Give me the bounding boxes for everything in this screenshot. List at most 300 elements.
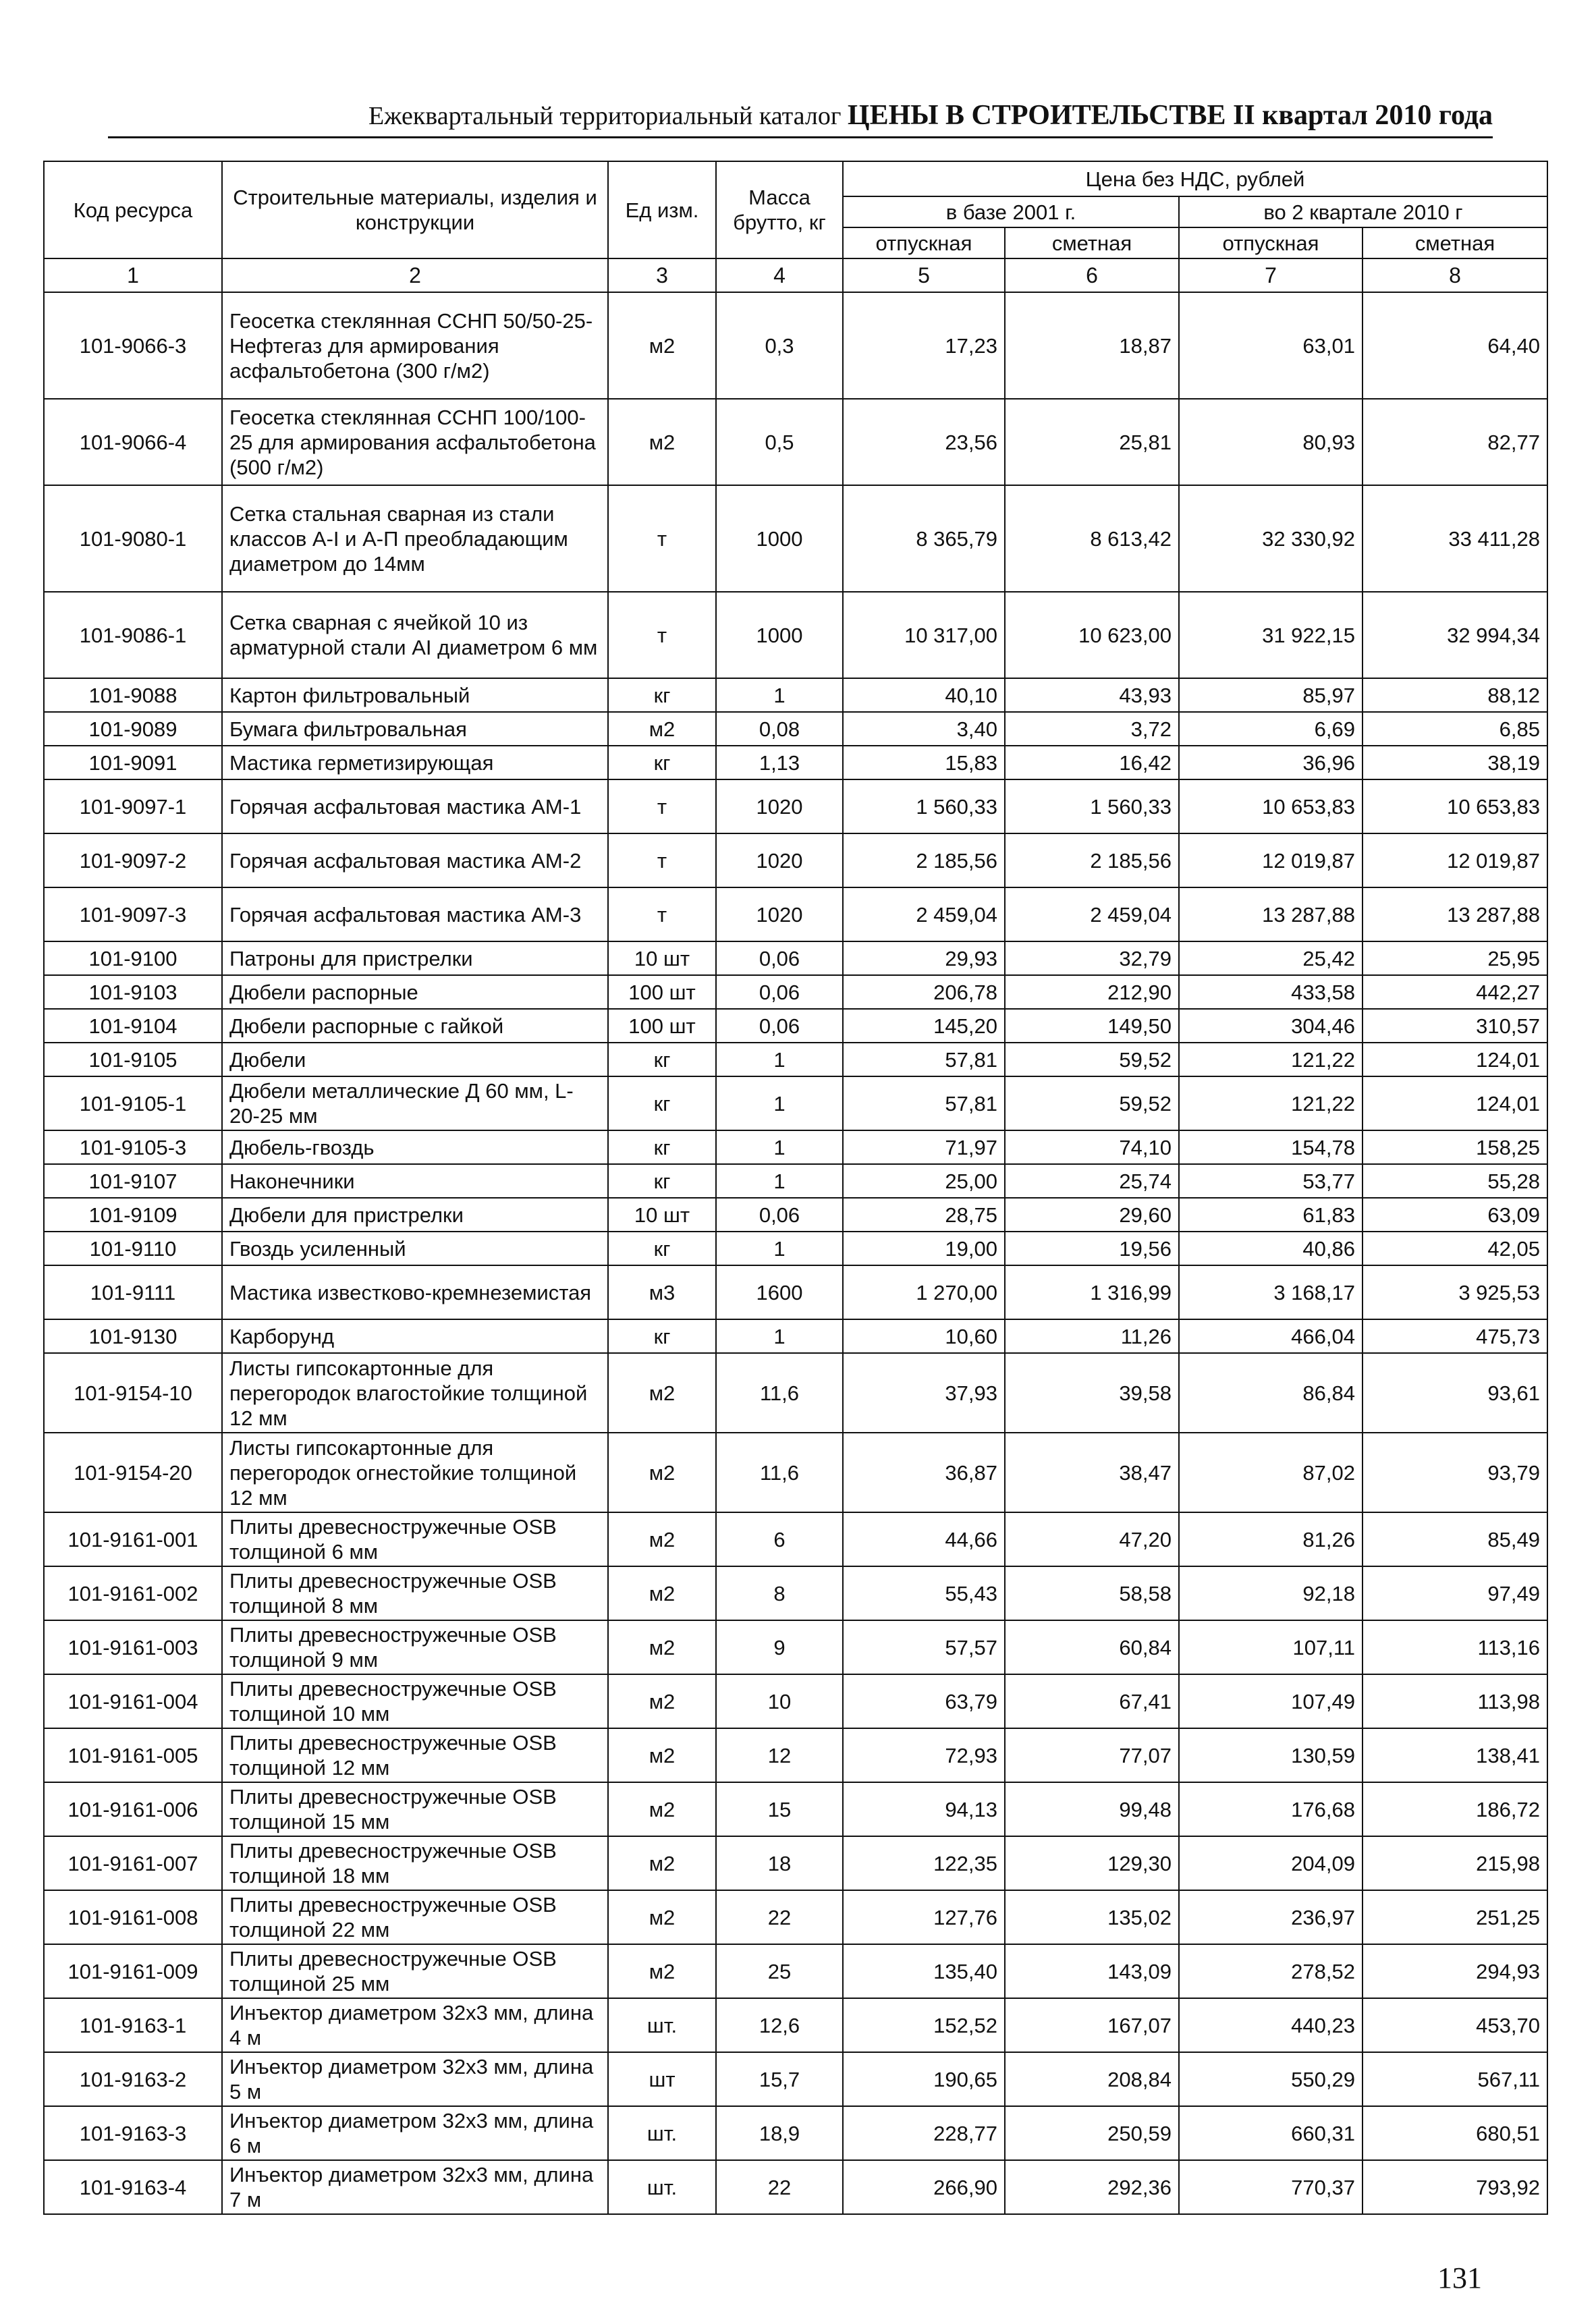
price-estimate-2001: 3,72 [1005,712,1179,746]
resource-code: 101-9161-008 [44,1890,222,1944]
price-release-2001: 135,40 [843,1944,1005,1998]
gross-mass: 22 [716,1890,843,1944]
header-release-2010: отпускная [1179,227,1363,258]
table-row [44,1232,1547,1265]
price-estimate-2001: 11,26 [1005,1319,1179,1353]
material-name: Мастика герметизирующая [222,746,608,779]
price-release-2010: 36,96 [1179,746,1363,779]
unit-of-measure: м3 [608,1265,716,1319]
price-release-2010: 87,02 [1179,1433,1363,1512]
unit-of-measure: т [608,592,716,678]
price-estimate-2001: 74,10 [1005,1130,1179,1164]
price-release-2001: 10,60 [843,1319,1005,1353]
unit-of-measure: м2 [608,292,716,399]
gross-mass: 1 [716,1130,843,1164]
unit-of-measure: м2 [608,399,716,485]
price-release-2001: 152,52 [843,1998,1005,2052]
price-estimate-2010: 310,57 [1363,1009,1547,1043]
price-release-2001: 2 185,56 [843,833,1005,887]
table-row [44,1164,1547,1198]
price-estimate-2001: 149,50 [1005,1009,1179,1043]
price-estimate-2001: 32,79 [1005,941,1179,975]
header-price-group: Цена без НДС, рублей [843,161,1547,196]
price-release-2010: 154,78 [1179,1130,1363,1164]
price-estimate-2001: 212,90 [1005,975,1179,1009]
price-release-2010: 25,42 [1179,941,1363,975]
price-release-2010: 80,93 [1179,399,1363,485]
resource-code: 101-9097-2 [44,833,222,887]
resource-code: 101-9154-20 [44,1433,222,1512]
price-release-2010: 10 653,83 [1179,779,1363,833]
price-estimate-2001: 25,74 [1005,1164,1179,1198]
table-row [44,779,1547,833]
price-estimate-2010: 42,05 [1363,1232,1547,1265]
material-name: Мастика известково-кремнеземистая [222,1265,608,1319]
price-release-2010: 278,52 [1179,1944,1363,1998]
header-q2-2010: во 2 квартале 2010 г [1179,196,1547,227]
price-estimate-2001: 25,81 [1005,399,1179,485]
price-estimate-2010: 93,61 [1363,1353,1547,1433]
resource-code: 101-9089 [44,712,222,746]
gross-mass: 1020 [716,833,843,887]
header-name: Строительные материалы, изделия и конструкции [222,161,608,258]
price-release-2010: 81,26 [1179,1512,1363,1566]
resource-code: 101-9161-002 [44,1566,222,1620]
column-number: 7 [1179,258,1363,292]
table-row [44,833,1547,887]
price-estimate-2010: 85,49 [1363,1512,1547,1566]
material-name: Бумага фильтровальная [222,712,608,746]
price-release-2001: 57,81 [843,1043,1005,1076]
price-release-2010: 61,83 [1179,1198,1363,1232]
price-release-2010: 32 330,92 [1179,485,1363,592]
gross-mass: 1,13 [716,746,843,779]
material-name: Дюбели [222,1043,608,1076]
price-release-2001: 145,20 [843,1009,1005,1043]
gross-mass: 1 [716,1164,843,1198]
price-estimate-2010: 251,25 [1363,1890,1547,1944]
table-row [44,1076,1547,1130]
material-name: Дюбели распорные с гайкой [222,1009,608,1043]
table-row [44,1130,1547,1164]
gross-mass: 1000 [716,592,843,678]
price-release-2001: 17,23 [843,292,1005,399]
price-estimate-2010: 294,93 [1363,1944,1547,1998]
price-estimate-2010: 215,98 [1363,1836,1547,1890]
unit-of-measure: кг [608,1164,716,1198]
unit-of-measure: м2 [608,1566,716,1620]
price-estimate-2010: 3 925,53 [1363,1265,1547,1319]
table-row [44,1566,1547,1620]
resource-code: 101-9130 [44,1319,222,1353]
unit-of-measure: м2 [608,1433,716,1512]
unit-of-measure: м2 [608,1512,716,1566]
resource-code: 101-9163-4 [44,2160,222,2214]
unit-of-measure: т [608,833,716,887]
price-estimate-2010: 113,16 [1363,1620,1547,1674]
unit-of-measure: т [608,485,716,592]
table-row [44,1353,1547,1433]
price-release-2001: 44,66 [843,1512,1005,1566]
gross-mass: 6 [716,1512,843,1566]
unit-of-measure: 100 шт [608,1009,716,1043]
resource-code: 101-9161-006 [44,1782,222,1836]
header-estimate-2010: сметная [1363,227,1547,258]
resource-code: 101-9161-001 [44,1512,222,1566]
price-estimate-2001: 143,09 [1005,1944,1179,1998]
price-release-2001: 94,13 [843,1782,1005,1836]
price-release-2001: 190,65 [843,2052,1005,2106]
price-release-2010: 770,37 [1179,2160,1363,2214]
table-row [44,1198,1547,1232]
price-release-2010: 433,58 [1179,975,1363,1009]
gross-mass: 12 [716,1728,843,1782]
resource-code: 101-9163-2 [44,2052,222,2106]
price-estimate-2010: 567,11 [1363,2052,1547,2106]
price-estimate-2010: 113,98 [1363,1674,1547,1728]
price-release-2001: 206,78 [843,975,1005,1009]
column-number: 3 [608,258,716,292]
price-release-2010: 121,22 [1179,1043,1363,1076]
table-row [44,941,1547,975]
unit-of-measure: кг [608,1076,716,1130]
unit-of-measure: м2 [608,1353,716,1433]
table-row [44,1728,1547,1782]
material-name: Гвоздь усиленный [222,1232,608,1265]
gross-mass: 1020 [716,779,843,833]
price-release-2010: 53,77 [1179,1164,1363,1198]
material-name: Дюбель-гвоздь [222,1130,608,1164]
material-name: Сетка стальная сварная из стали классов А-I и А-П преобладающим диаметром до 14мм [222,485,608,592]
price-estimate-2010: 124,01 [1363,1076,1547,1130]
material-name: Дюбели металлические Д 60 мм, L-20-25 мм [222,1076,608,1130]
price-estimate-2001: 38,47 [1005,1433,1179,1512]
price-release-2010: 63,01 [1179,292,1363,399]
price-release-2010: 121,22 [1179,1076,1363,1130]
price-release-2001: 10 317,00 [843,592,1005,678]
price-estimate-2010: 64,40 [1363,292,1547,399]
table-row [44,746,1547,779]
gross-mass: 0,3 [716,292,843,399]
table-row [44,399,1547,485]
resource-code: 101-9104 [44,1009,222,1043]
gross-mass: 1 [716,1232,843,1265]
price-estimate-2001: 99,48 [1005,1782,1179,1836]
price-release-2010: 466,04 [1179,1319,1363,1353]
price-estimate-2001: 135,02 [1005,1890,1179,1944]
table-row [44,2052,1547,2106]
resource-code: 101-9154-10 [44,1353,222,1433]
table-row [44,1836,1547,1890]
price-estimate-2010: 186,72 [1363,1782,1547,1836]
column-number: 1 [44,258,222,292]
price-release-2001: 71,97 [843,1130,1005,1164]
price-estimate-2010: 93,79 [1363,1433,1547,1512]
price-release-2010: 130,59 [1179,1728,1363,1782]
price-estimate-2001: 47,20 [1005,1512,1179,1566]
resource-code: 101-9110 [44,1232,222,1265]
price-estimate-2010: 82,77 [1363,399,1547,485]
price-estimate-2010: 63,09 [1363,1198,1547,1232]
price-release-2001: 57,57 [843,1620,1005,1674]
resource-code: 101-9080-1 [44,485,222,592]
gross-mass: 1 [716,1076,843,1130]
material-name: Картон фильтровальный [222,678,608,712]
material-name: Плиты древесностружечные OSB толщиной 22 мм [222,1890,608,1944]
price-release-2010: 13 287,88 [1179,887,1363,941]
unit-of-measure: 100 шт [608,975,716,1009]
price-release-2010: 550,29 [1179,2052,1363,2106]
price-estimate-2010: 475,73 [1363,1319,1547,1353]
material-name: Плиты древесностружечные OSB толщиной 10 мм [222,1674,608,1728]
price-release-2001: 40,10 [843,678,1005,712]
material-name: Плиты древесностружечные OSB толщиной 25 мм [222,1944,608,1998]
gross-mass: 0,5 [716,399,843,485]
price-release-2010: 86,84 [1179,1353,1363,1433]
price-estimate-2001: 10 623,00 [1005,592,1179,678]
price-estimate-2001: 39,58 [1005,1353,1179,1433]
table-row [44,1674,1547,1728]
column-number: 6 [1005,258,1179,292]
price-release-2010: 6,69 [1179,712,1363,746]
header-suffix: II квартал 2010 года [1226,100,1493,131]
price-release-2001: 127,76 [843,1890,1005,1944]
material-name: Инъектор диаметром 32х3 мм, длина 7 м [222,2160,608,2214]
price-estimate-2010: 453,70 [1363,1998,1547,2052]
gross-mass: 8 [716,1566,843,1620]
price-estimate-2010: 158,25 [1363,1130,1547,1164]
gross-mass: 1 [716,678,843,712]
gross-mass: 1 [716,1043,843,1076]
header-code: Код ресурса [44,161,222,258]
table-row [44,1265,1547,1319]
gross-mass: 12,6 [716,1998,843,2052]
material-name: Геосетка стеклянная ССНП 100/100-25 для армирования асфальтобетона (500 г/м2) [222,399,608,485]
unit-of-measure: м2 [608,1890,716,1944]
resource-code: 101-9097-1 [44,779,222,833]
unit-of-measure: т [608,887,716,941]
price-estimate-2001: 67,41 [1005,1674,1179,1728]
price-release-2010: 31 922,15 [1179,592,1363,678]
gross-mass: 1 [716,1319,843,1353]
price-estimate-2001: 129,30 [1005,1836,1179,1890]
gross-mass: 22 [716,2160,843,2214]
gross-mass: 18 [716,1836,843,1890]
price-release-2001: 55,43 [843,1566,1005,1620]
page-number: 131 [1437,2261,1482,2294]
price-release-2010: 40,86 [1179,1232,1363,1265]
table-row [44,2160,1547,2214]
price-release-2010: 3 168,17 [1179,1265,1363,1319]
price-estimate-2001: 60,84 [1005,1620,1179,1674]
gross-mass: 18,9 [716,2106,843,2160]
resource-code: 101-9105-3 [44,1130,222,1164]
resource-code: 101-9097-3 [44,887,222,941]
gross-mass: 0,06 [716,1198,843,1232]
gross-mass: 11,6 [716,1353,843,1433]
unit-of-measure: кг [608,1319,716,1353]
price-estimate-2001: 1 560,33 [1005,779,1179,833]
resource-code: 101-9163-3 [44,2106,222,2160]
unit-of-measure: шт [608,2052,716,2106]
material-name: Листы гипсокартонные для перегородок влагостойкие толщиной 12 мм [222,1353,608,1433]
material-name: Геосетка стеклянная ССНП 50/50-25-Нефтегаз для армирования асфальтобетона (300 г/м2) [222,292,608,399]
price-release-2010: 204,09 [1179,1836,1363,1890]
resource-code: 101-9161-005 [44,1728,222,1782]
material-name: Карборунд [222,1319,608,1353]
header-title: ЦЕНЫ В СТРОИТЕЛЬСТВЕ [847,100,1226,131]
resource-code: 101-9066-3 [44,292,222,399]
material-name: Наконечники [222,1164,608,1198]
material-name: Инъектор диаметром 32х3 мм, длина 5 м [222,2052,608,2106]
table-header [44,161,1547,292]
table-row [44,485,1547,592]
price-release-2001: 1 270,00 [843,1265,1005,1319]
gross-mass: 1020 [716,887,843,941]
unit-of-measure: м2 [608,1674,716,1728]
price-release-2001: 8 365,79 [843,485,1005,592]
catalog-header [108,99,1493,138]
unit-of-measure: кг [608,746,716,779]
price-estimate-2010: 32 994,34 [1363,592,1547,678]
price-release-2001: 23,56 [843,399,1005,485]
price-estimate-2010: 97,49 [1363,1566,1547,1620]
price-estimate-2001: 29,60 [1005,1198,1179,1232]
price-release-2001: 266,90 [843,2160,1005,2214]
table-row [44,2106,1547,2160]
resource-code: 101-9161-004 [44,1674,222,1728]
resource-code: 101-9163-1 [44,1998,222,2052]
price-estimate-2001: 250,59 [1005,2106,1179,2160]
gross-mass: 0,08 [716,712,843,746]
column-number: 4 [716,258,843,292]
header-base-2001: в базе 2001 г. [843,196,1179,227]
price-table [43,161,1548,2215]
price-estimate-2010: 793,92 [1363,2160,1547,2214]
header-unit: Ед изм. [608,161,716,258]
price-release-2001: 122,35 [843,1836,1005,1890]
table-row [44,1009,1547,1043]
price-release-2001: 36,87 [843,1433,1005,1512]
material-name: Плиты древесностружечные OSB толщиной 6 мм [222,1512,608,1566]
price-release-2001: 19,00 [843,1232,1005,1265]
header-estimate-2001: сметная [1005,227,1179,258]
material-name: Инъектор диаметром 32х3 мм, длина 6 м [222,2106,608,2160]
table-row [44,712,1547,746]
table-row [44,1890,1547,1944]
material-name: Сетка сварная с ячейкой 10 из арматурной стали AI диаметром 6 мм [222,592,608,678]
price-release-2001: 63,79 [843,1674,1005,1728]
unit-of-measure: кг [608,678,716,712]
price-estimate-2010: 38,19 [1363,746,1547,779]
unit-of-measure: 10 шт [608,941,716,975]
header-mass: Масса брутто, кг [716,161,843,258]
price-estimate-2001: 58,58 [1005,1566,1179,1620]
gross-mass: 25 [716,1944,843,1998]
price-estimate-2001: 18,87 [1005,292,1179,399]
price-estimate-2010: 12 019,87 [1363,833,1547,887]
resource-code: 101-9161-003 [44,1620,222,1674]
table-row [44,1620,1547,1674]
column-number: 2 [222,258,608,292]
price-release-2010: 440,23 [1179,1998,1363,2052]
table-body [44,292,1547,2214]
material-name: Дюбели для пристрелки [222,1198,608,1232]
table-row [44,292,1547,399]
price-release-2010: 236,97 [1179,1890,1363,1944]
price-release-2001: 228,77 [843,2106,1005,2160]
material-name: Плиты древесностружечные OSB толщиной 8 мм [222,1566,608,1620]
material-name: Плиты древесностружечные OSB толщиной 18 мм [222,1836,608,1890]
table-row [44,1043,1547,1076]
price-estimate-2001: 59,52 [1005,1043,1179,1076]
resource-code: 101-9161-009 [44,1944,222,1998]
unit-of-measure: шт. [608,1998,716,2052]
price-release-2001: 1 560,33 [843,779,1005,833]
material-name: Плиты древесностружечные OSB толщиной 15 мм [222,1782,608,1836]
price-release-2001: 15,83 [843,746,1005,779]
price-estimate-2001: 2 185,56 [1005,833,1179,887]
price-release-2001: 72,93 [843,1728,1005,1782]
price-release-2001: 3,40 [843,712,1005,746]
resource-code: 101-9161-007 [44,1836,222,1890]
price-estimate-2001: 59,52 [1005,1076,1179,1130]
resource-code: 101-9107 [44,1164,222,1198]
gross-mass: 9 [716,1620,843,1674]
price-estimate-2001: 8 613,42 [1005,485,1179,592]
price-release-2010: 92,18 [1179,1566,1363,1620]
unit-of-measure: м2 [608,1728,716,1782]
unit-of-measure: шт. [608,2106,716,2160]
unit-of-measure: м2 [608,1782,716,1836]
price-estimate-2010: 680,51 [1363,2106,1547,2160]
gross-mass: 10 [716,1674,843,1728]
price-release-2001: 29,93 [843,941,1005,975]
material-name: Плиты древесностружечные OSB толщиной 12 мм [222,1728,608,1782]
price-release-2001: 2 459,04 [843,887,1005,941]
header-release-2001: отпускная [843,227,1005,258]
price-estimate-2010: 10 653,83 [1363,779,1547,833]
material-name: Патроны для пристрелки [222,941,608,975]
resource-code: 101-9066-4 [44,399,222,485]
table-row [44,1319,1547,1353]
price-estimate-2010: 6,85 [1363,712,1547,746]
header-prefix: Ежеквартальный территориальный каталог [368,102,848,130]
table-row [44,1512,1547,1566]
price-estimate-2010: 124,01 [1363,1043,1547,1076]
table-row [44,1944,1547,1998]
price-release-2001: 28,75 [843,1198,1005,1232]
price-estimate-2010: 33 411,28 [1363,485,1547,592]
material-name: Инъектор диаметром 32х3 мм, длина 4 м [222,1998,608,2052]
unit-of-measure: т [608,779,716,833]
table-row [44,1433,1547,1512]
material-name: Плиты древесностружечные OSB толщиной 9 мм [222,1620,608,1674]
price-estimate-2010: 25,95 [1363,941,1547,975]
resource-code: 101-9105-1 [44,1076,222,1130]
unit-of-measure: м2 [608,1620,716,1674]
resource-code: 101-9091 [44,746,222,779]
price-estimate-2010: 13 287,88 [1363,887,1547,941]
unit-of-measure: шт. [608,2160,716,2214]
price-estimate-2010: 442,27 [1363,975,1547,1009]
material-name: Дюбели распорные [222,975,608,1009]
gross-mass: 1600 [716,1265,843,1319]
resource-code: 101-9086-1 [44,592,222,678]
material-name: Горячая асфальтовая мастика АМ-1 [222,779,608,833]
price-release-2010: 12 019,87 [1179,833,1363,887]
resource-code: 101-9111 [44,1265,222,1319]
